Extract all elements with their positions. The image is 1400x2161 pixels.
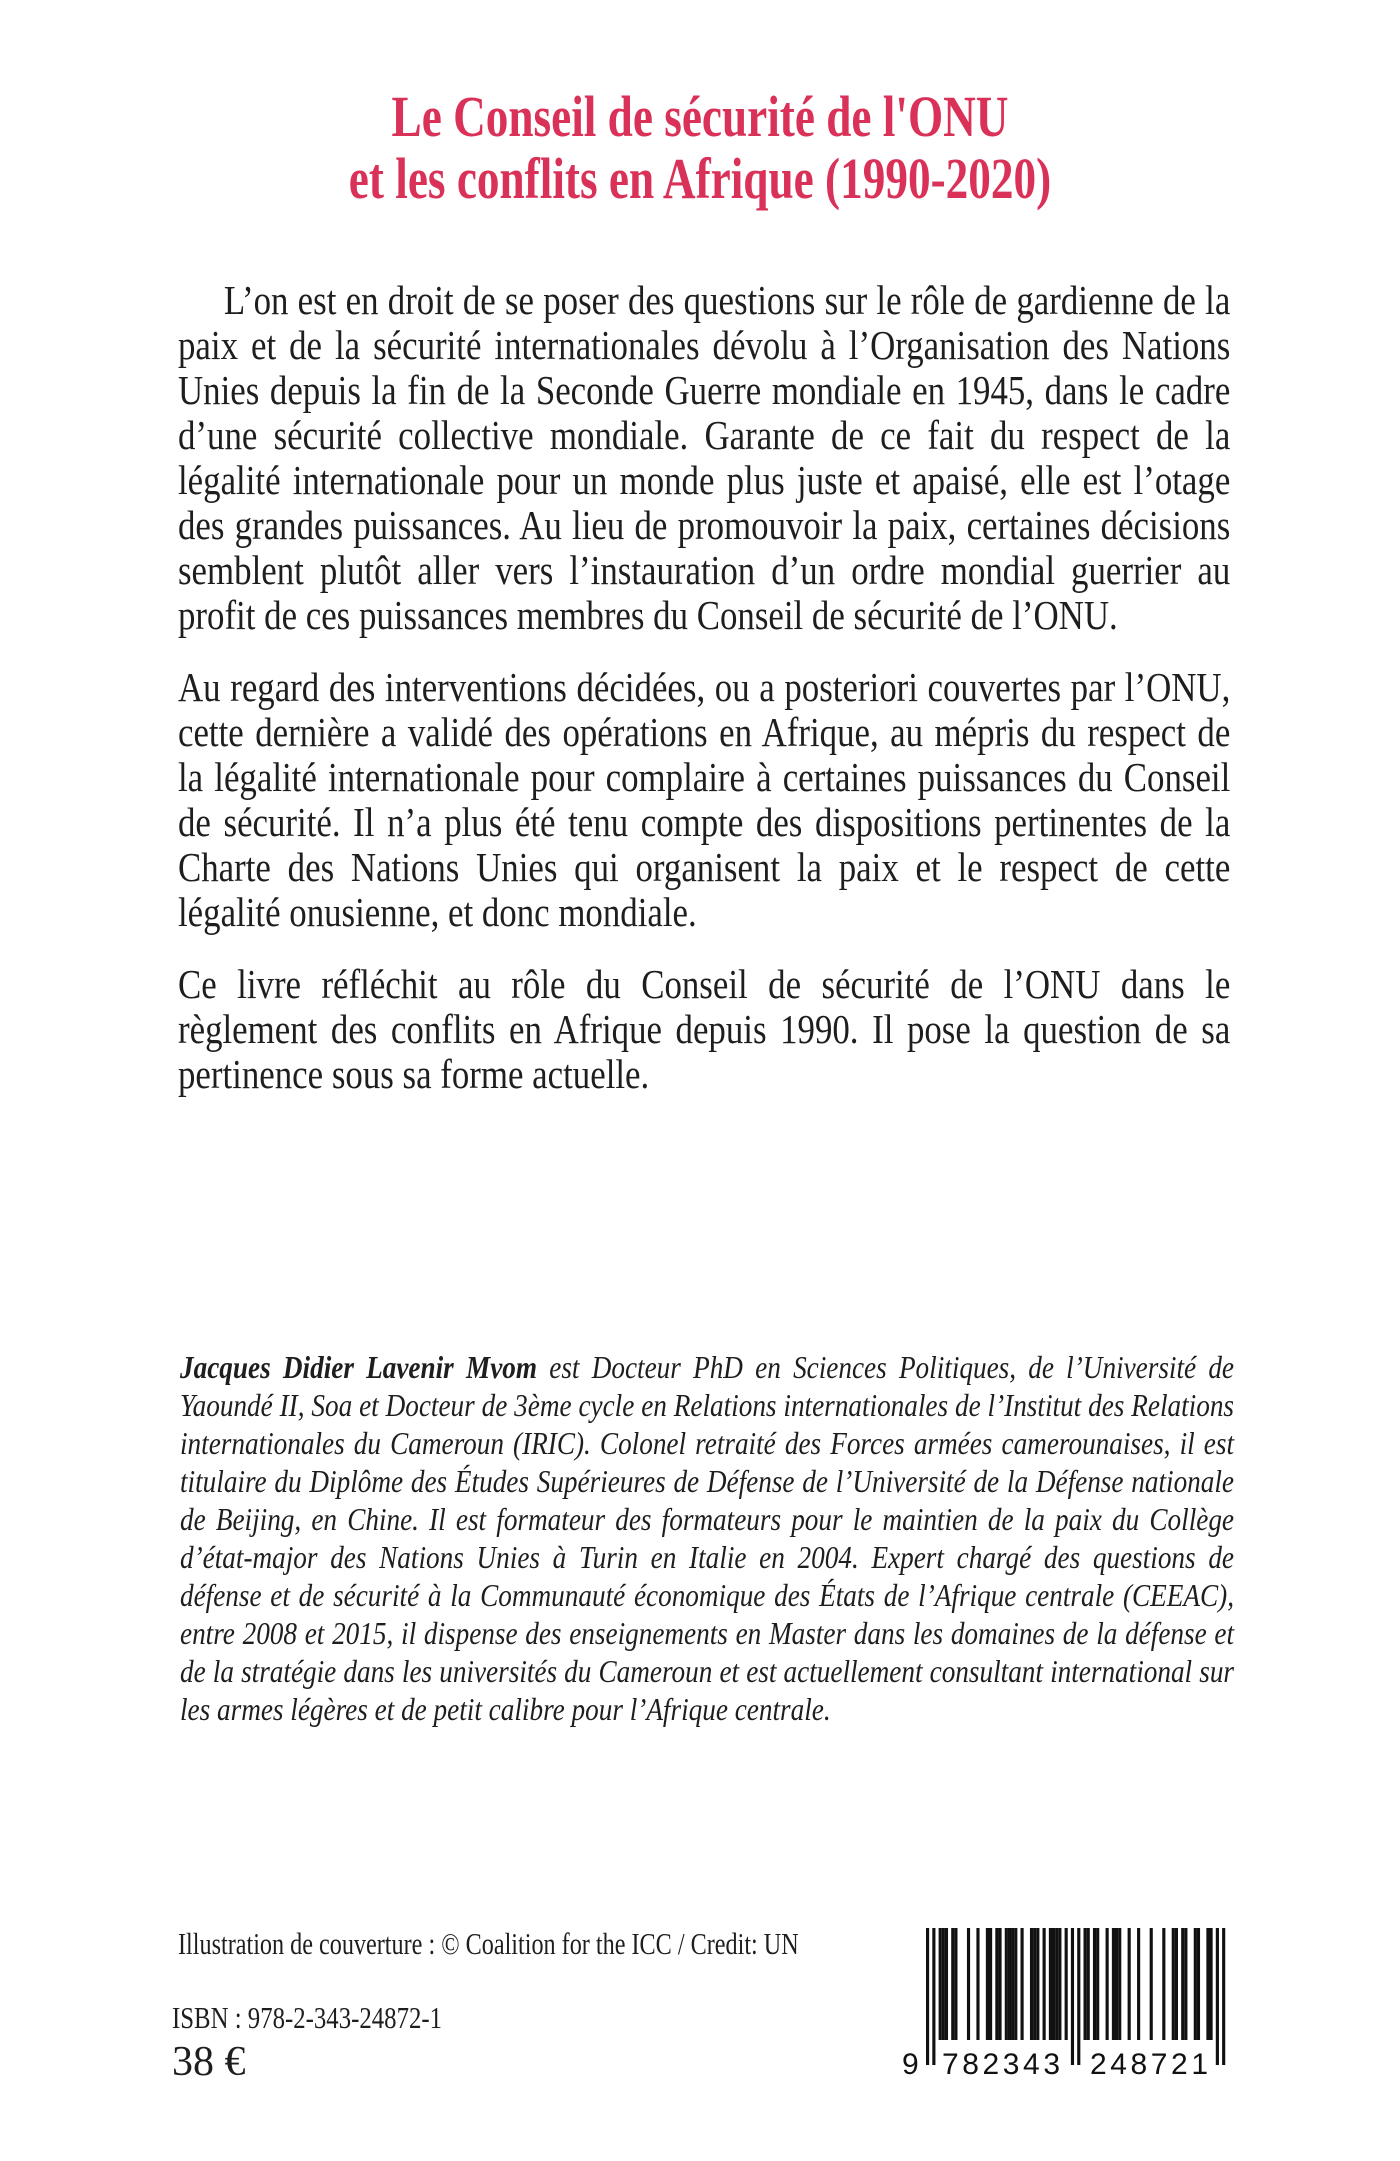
synopsis-paragraph-2: Au regard des interventions décidées, ou a posteriori couvertes par l’ONU, cette dernière a validé des opérations en Afrique, au mépris du respect de la légalité internationale pour complaire à certaines puissances du Conseil de sécurité. Il n’a plus été tenu compte des dispositions pertinentes de la Charte des Nations Unies qui organisent la paix et le respect de cette légalité onusienne, et donc mondiale. (178, 664, 1231, 935)
book-title-line-2: et les conflits en Afrique (1990-2020) (348, 146, 1052, 211)
synopsis (178, 278, 1230, 1124)
cover-illustration-credit: Illustration de couverture : © Coalition for the ICC / Credit: UN (178, 1926, 799, 1961)
price-label: 38 € (172, 2039, 246, 2085)
book-title-line-1: Le Conseil de sécurité de l'ONU (391, 84, 1009, 149)
barcode-area (896, 1928, 1230, 2086)
author-bio (180, 1348, 1234, 1728)
author-bio-text: est Docteur PhD en Sciences Politiques, de l’Université de Yaoundé II, Soa et Docteur de 3ème cycle en Relations internationales de l’Institut des Relations internationales du Cameroun (IRIC). Colonel retraité des Forces armées camerounaises, il est titulaire du Diplôme des Études Supérieures de Défense de l’Université de la Défense nationale de Beijing, en Chine. Il est formateur des formateurs pour le maintien de la paix du Collège d’état-major des Nations Unies à Turin en Italie en 2004. Expert chargé des questions de défense et de sécurité à la Communauté économique des États de l’Afrique centrale (CEEAC), entre 2008 et 2015, il dispense des enseignements en Master dans les domaines de la défense et de la stratégie dans les universités du Cameroun et est actuellement consultant international sur les armes légères et de petit calibre pour l’Afrique centrale. (180, 1349, 1235, 1727)
book-title (154, 86, 1246, 210)
svg-text:782343: 782343 (942, 2048, 1060, 2081)
author-name: Jacques Didier Lavenir Mvom (180, 1349, 538, 1385)
synopsis-paragraph-1: L’on est en droit de se poser des questions sur le rôle de gardienne de la paix et de la sécurité internationales dévolu à l’Organisation des Nations Unies depuis la fin de la Seconde Guerre mondiale en 1945, dans le cadre d’une sécurité collective mondiale. Garante de ce fait du respect de la légalité internationale pour un monde plus juste et apaisé, elle est l’otage des grandes puissances. Au lieu de promouvoir la paix, certaines décisions semblent plutôt aller vers l’instauration d’un ordre mondial guerrier au profit de ces puissances membres du Conseil de sécurité de l’ONU. (178, 277, 1231, 638)
svg-text:9: 9 (902, 2048, 919, 2081)
ean13-barcode (896, 1928, 1230, 2086)
svg-text:248721: 248721 (1090, 2048, 1208, 2081)
synopsis-paragraph-3: Ce livre réfléchit au rôle du Conseil de sécurité de l’ONU dans le règlement des conflits en Afrique depuis 1990. Il pose la question de sa pertinence sous sa forme actuelle. (178, 961, 1231, 1097)
isbn-label: ISBN : 978-2-343-24872-1 (172, 2000, 443, 2035)
